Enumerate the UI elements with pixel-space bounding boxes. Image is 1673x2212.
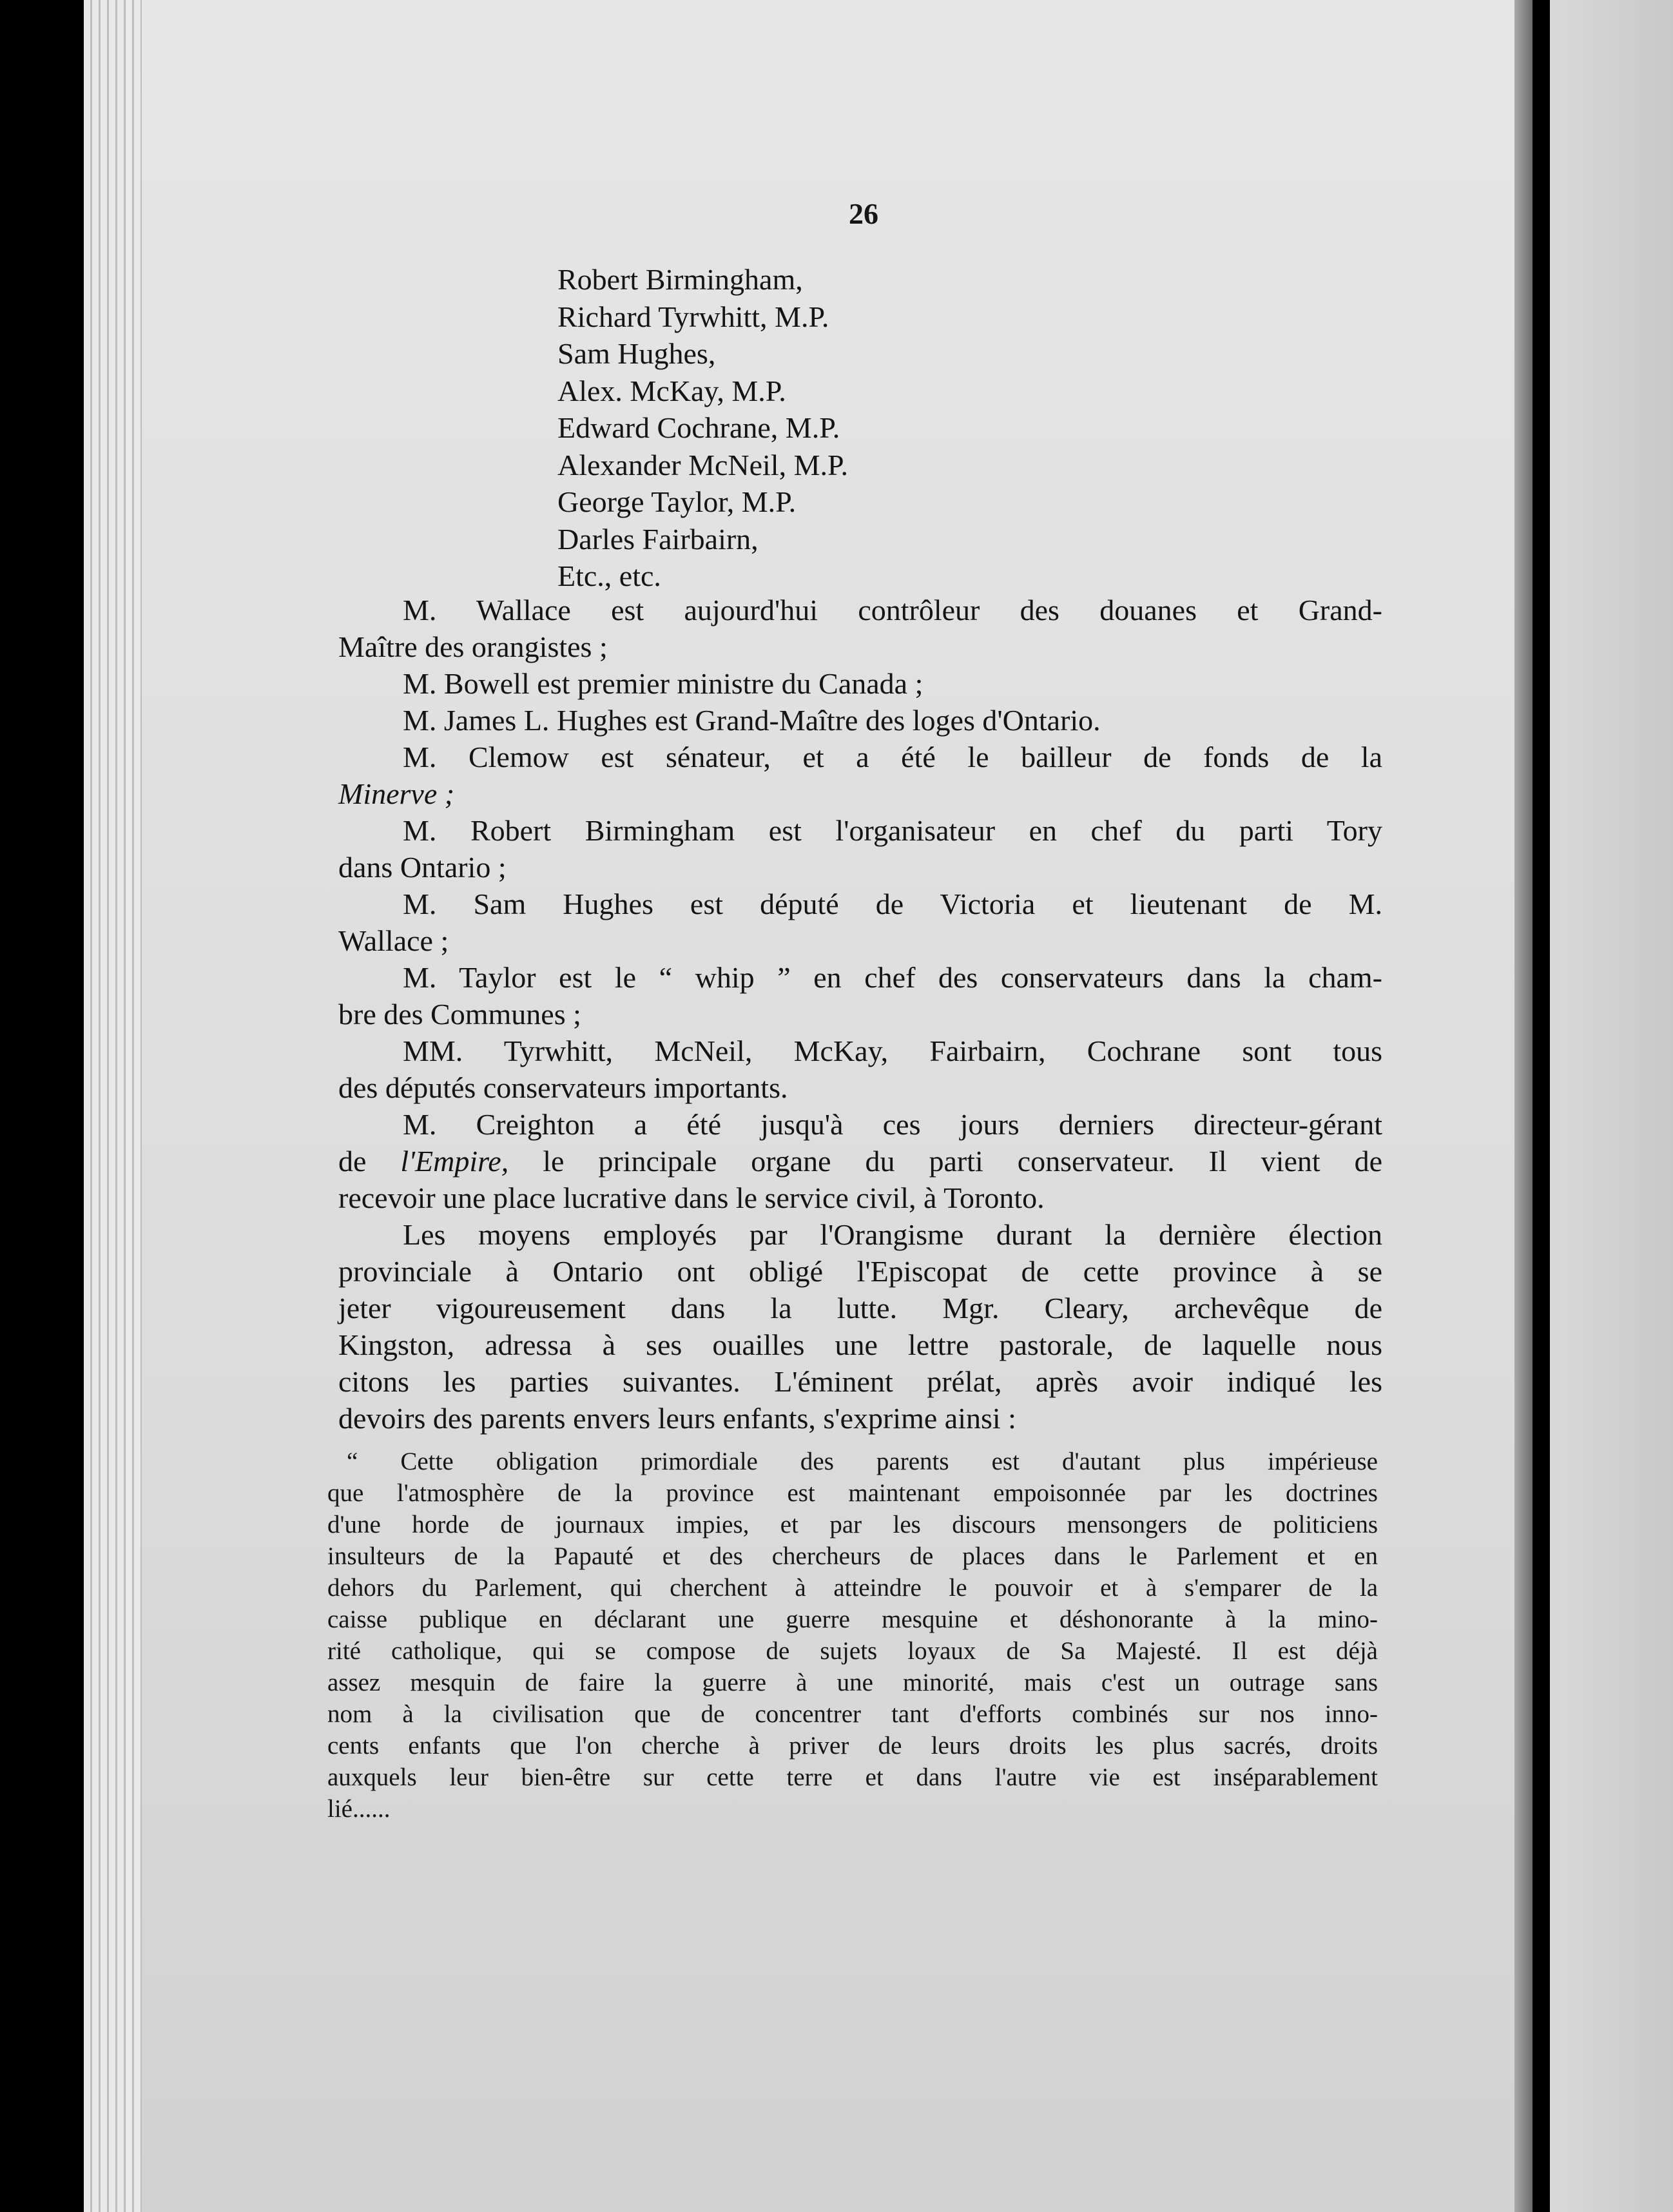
quote-line: cents enfants que l'on cherche à priver de leurs droits les plus sacrés, droits <box>327 1732 1378 1760</box>
quote-line: que l'atmosphère de la province est maintenant empoisonnée par les doctrines <box>327 1479 1378 1507</box>
body-text <box>338 592 1382 1437</box>
text-line: devoirs des parents envers leurs enfants, s'exprime ainsi : <box>338 1402 1016 1435</box>
text-line: dans Ontario ; <box>338 851 507 884</box>
pastoral-letter-quote <box>327 1446 1378 1825</box>
text-line: Kingston, adressa à ses ouailles une lettre pastorale, de laquelle nous <box>338 1328 1382 1361</box>
text-line: Maître des orangistes ; <box>338 630 608 663</box>
quote-line: caisse publique en déclarant une guerre mesquine et déshonorante à la mino- <box>327 1606 1378 1633</box>
text-line <box>338 1143 1382 1179</box>
quote-line: rité catholique, qui se compose de sujets loyaux de Sa Majesté. Il est déjà <box>327 1637 1378 1665</box>
text-fragment: le principale organe du parti conservateur. Il vient de <box>543 1145 1383 1178</box>
text-line: Les moyens employés par l'Orangisme durant la dernière élection <box>403 1218 1382 1251</box>
quote-line: d'une horde de journaux impies, et par les discours mensongers de politiciens <box>327 1511 1378 1538</box>
quote-line: insulteurs de la Papauté et des chercheurs de places dans le Parlement et en <box>327 1542 1378 1570</box>
paragraph-creighton <box>338 1106 1382 1216</box>
text-line: M. Creighton a été jusqu'à ces jours derniers directeur-gérant <box>403 1108 1382 1141</box>
quote-line: auxquels leur bien-être sur cette terre et dans l'autre vie est inséparablement <box>327 1763 1378 1791</box>
text-line: M. Bowell est premier ministre du Canada ; <box>403 667 924 700</box>
name-list-item: Sam Hughes, <box>557 337 716 370</box>
text-line: jeter vigoureusement dans la lutte. Mgr. Cleary, archevêque de <box>338 1292 1382 1324</box>
paragraph-orangisme <box>338 1216 1382 1437</box>
page-gutter-shadow <box>1514 0 1533 2212</box>
paragraph-hughes <box>338 702 1382 739</box>
quote-line: lié...... <box>327 1795 391 1823</box>
text-line <box>338 775 1382 812</box>
paragraph-birmingham <box>338 812 1382 886</box>
name-list-item: Alexander McNeil, M.P. <box>557 448 848 481</box>
name-list <box>557 261 848 595</box>
text-line: M. Robert Birmingham est l'organisateur en chef du parti Tory <box>403 814 1382 847</box>
quote-line: “ Cette obligation primordiale des parents est d'autant plus impérieuse <box>347 1448 1378 1475</box>
quote-line: assez mesquin de faire la guerre à une minorité, mais c'est un outrage sans <box>327 1669 1378 1696</box>
quote-line: dehors du Parlement, qui cherchent à atteindre le pouvoir et à s'emparer de la <box>327 1574 1378 1602</box>
text-fragment: de <box>338 1145 367 1178</box>
text-line: M. Sam Hughes est député de Victoria et lieutenant de M. <box>403 888 1382 920</box>
text-line: M. Clemow est sénateur, et a été le bailleur de fonds de la <box>403 741 1382 773</box>
text-line: M. James L. Hughes est Grand-Maître des loges d'Ontario. <box>403 704 1101 737</box>
italic-title: l'Empire, <box>400 1145 509 1178</box>
text-line: M. Taylor est le “ whip ” en chef des conservateurs dans la cham- <box>403 961 1382 994</box>
name-list-item: Alex. McKay, M.P. <box>557 374 786 407</box>
paragraph-deputies <box>338 1033 1382 1106</box>
text-line: recevoir une place lucrative dans le service civil, à Toronto. <box>338 1181 1045 1214</box>
text-line: provinciale à Ontario ont obligé l'Episcopat de cette province à se <box>338 1255 1382 1288</box>
text-line: des députés conservateurs importants. <box>338 1071 788 1104</box>
text-line: M. Wallace est aujourd'hui contrôleur des douanes et Grand- <box>403 594 1382 626</box>
name-list-item: Robert Birmingham, <box>557 263 803 296</box>
paragraph-taylor <box>338 959 1382 1033</box>
name-list-item: Edward Cochrane, M.P. <box>557 411 840 444</box>
name-list-item: George Taylor, M.P. <box>557 485 797 518</box>
quote-line: nom à la civilisation que de concentrer tant d'efforts combinés sur nos inno- <box>327 1700 1378 1728</box>
name-list-item: Richard Tyrwhitt, M.P. <box>557 300 829 333</box>
text-line: bre des Communes ; <box>338 998 581 1031</box>
name-list-item: Etc., etc. <box>557 559 661 592</box>
paragraph-wallace <box>338 592 1382 665</box>
name-list-item: Darles Fairbairn, <box>557 522 759 556</box>
paragraph-clemow <box>338 739 1382 812</box>
italic-title: Minerve ; <box>338 777 455 810</box>
text-line: citons les parties suivantes. L'éminent prélat, après avoir indiqué les <box>338 1365 1382 1398</box>
text-line: MM. Tyrwhitt, McNeil, McKay, Fairbairn, Cochrane sont tous <box>403 1034 1382 1067</box>
text-line: Wallace ; <box>338 924 449 957</box>
paragraph-sam-hughes <box>338 886 1382 959</box>
page-number: 26 <box>849 197 878 230</box>
paragraph-bowell <box>338 665 1382 702</box>
facing-page-edge <box>1550 0 1673 2212</box>
